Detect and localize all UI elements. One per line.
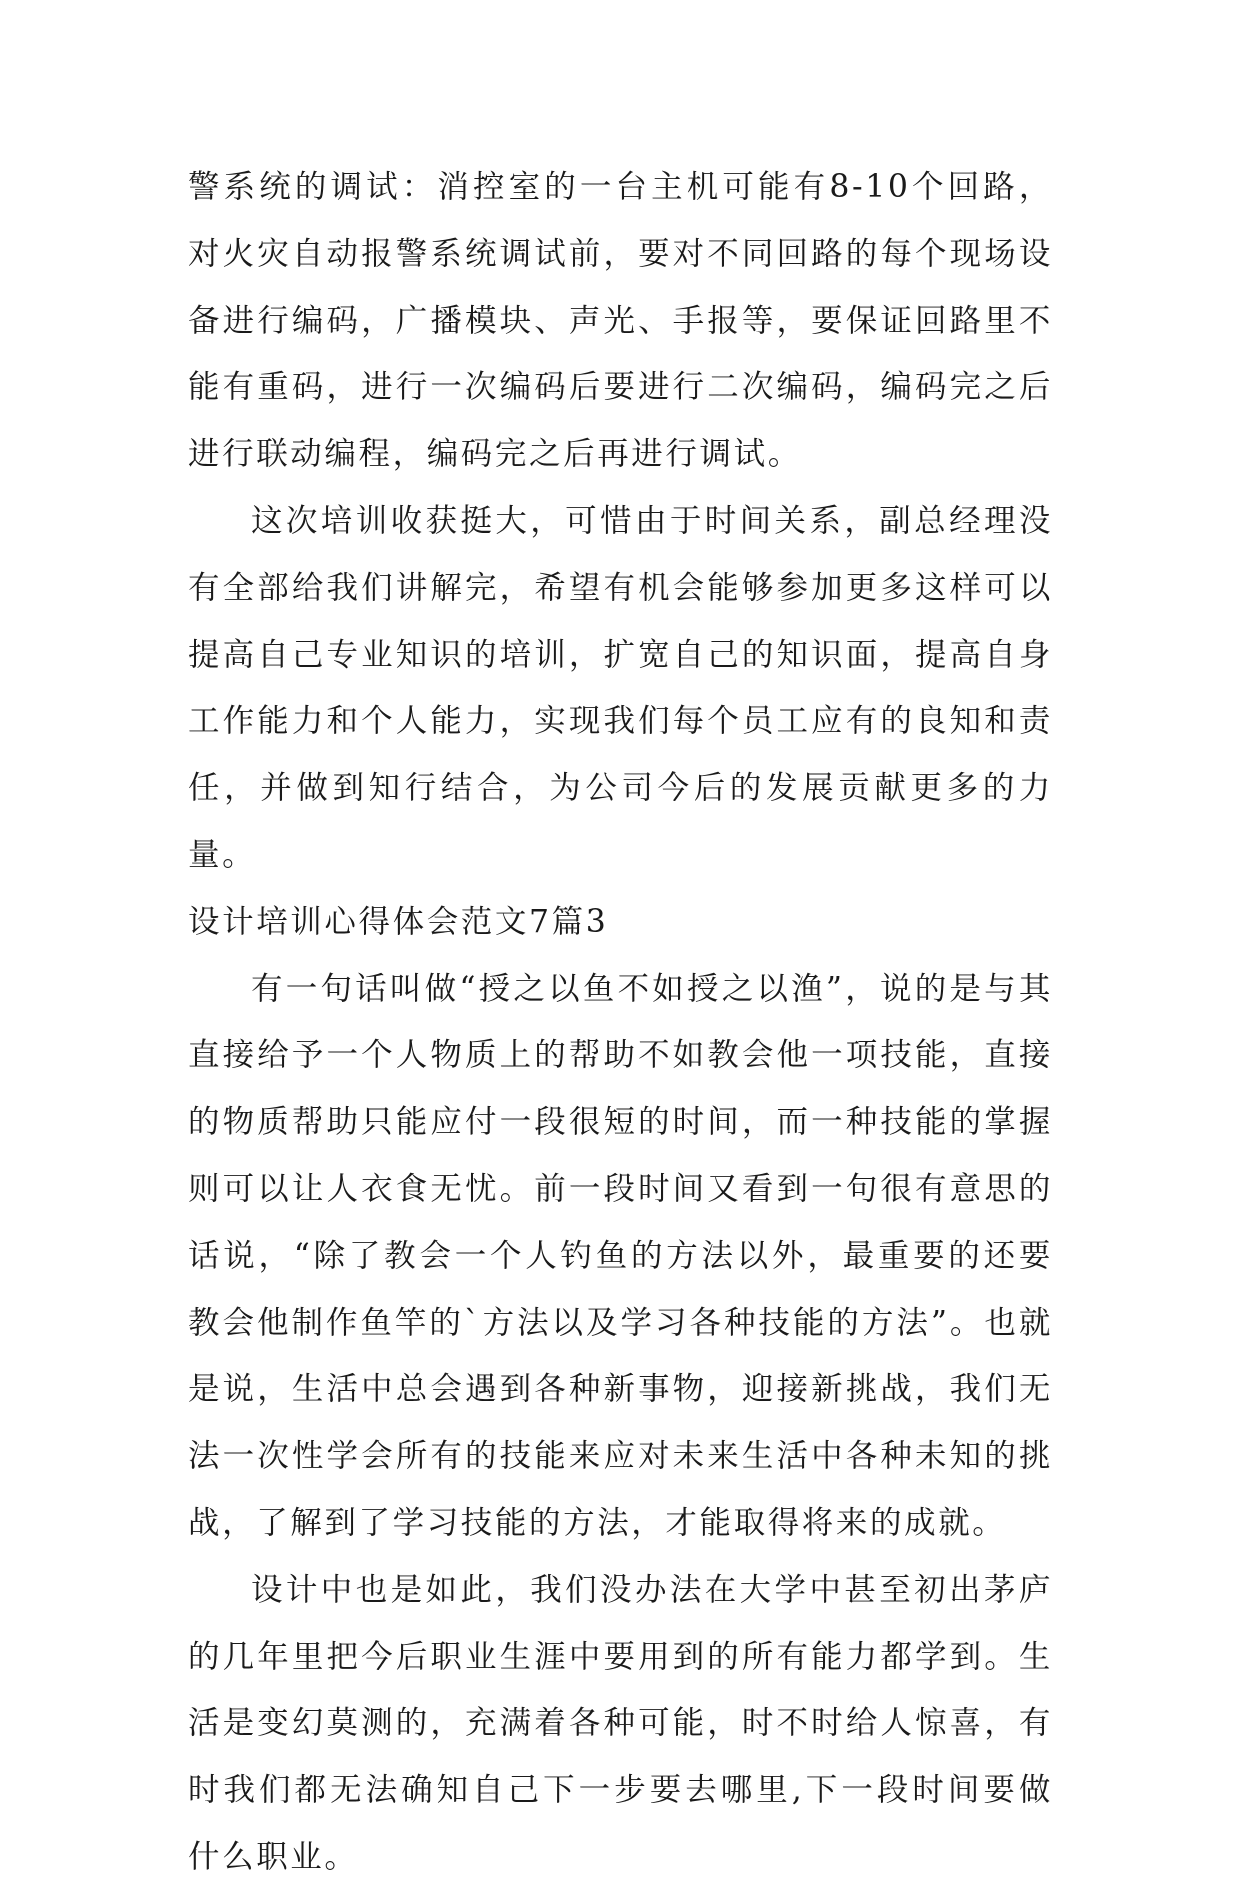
document-body (188, 154, 1053, 1891)
paragraph-design-career: 设计中也是如此，我们没办法在大学中甚至初出茅庐的几年里把今后职业生涯中要用到的所有能力都学到。生活是变幻莫测的，充满着各种可能，时不时给人惊喜，有时我们都无法确知自己下一步要去哪里,下一段时间要做什么职业。 (188, 1571, 1053, 1875)
paragraph-fishing-proverb: 有一句话叫做“授之以鱼不如授之以渔”，说的是与其直接给予一个人物质上的帮助不如教会他一项技能，直接的物质帮助只能应付一段很短的时间，而一种技能的掌握则可以让人衣食无忧。前一段时间又看到一句很有意思的话说，“除了教会一个人钓鱼的方法以外，最重要的还要教会他制作鱼竿的`方法以及学习各种技能的方法”。也就是说，生活中总会遇到各种新事物，迎接新挑战，我们无法一次性学会所有的技能来应对未来生活中各种未知的挑战，了解到了学习技能的方法，才能取得将来的成就。 (188, 970, 1053, 1541)
paragraph-training-summary: 这次培训收获挺大，可惜由于时间关系，副总经理没有全部给我们讲解完，希望有机会能够参加更多这样可以提高自己专业知识的培训，扩宽自己的知识面，提高自身工作能力和个人能力，实现我们每个员工应有的良知和责任，并做到知行结合，为公司今后的发展贡献更多的力量。 (188, 502, 1053, 873)
paragraph-alarm-debugging: 警系统的调试：消控室的一台主机可能有8-10个回路，对火灾自动报警系统调试前，要对不同回路的每个现场设备进行编码，广播模块、声光、手报等，要保证回路里不能有重码，进行一次编码后要进行二次编码，编码完之后进行联动编程，编码完之后再进行调试。 (188, 169, 1053, 473)
section-heading: 设计培训心得体会范文7篇3 (188, 903, 609, 940)
